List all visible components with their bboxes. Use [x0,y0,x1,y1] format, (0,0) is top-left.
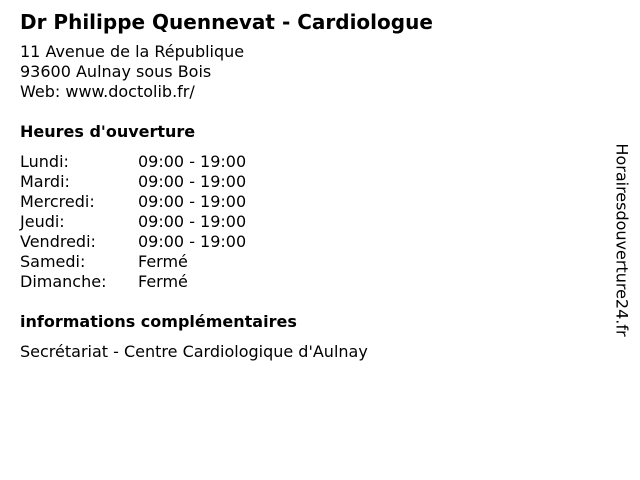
day-hours: 09:00 - 19:00 [138,152,247,171]
hours-row-wednesday [20,192,246,212]
day-label: Jeudi: [20,212,65,231]
hours-row-friday [20,232,246,252]
hours-heading: Heures d'ouverture [20,122,196,141]
page-title: Dr Philippe Quennevat - Cardiologue [20,10,433,34]
day-label: Samedi: [20,252,86,271]
day-hours: 09:00 - 19:00 [138,192,247,211]
day-label: Mercredi: [20,192,95,211]
hours-row-monday [20,152,246,172]
hours-row-thursday [20,212,246,232]
hours-row-saturday [20,252,246,272]
address-line-1: 11 Avenue de la République [20,42,245,61]
address-line-2: 93600 Aulnay sous Bois [20,62,212,81]
info-heading: informations complémentaires [20,312,297,331]
hours-table [20,152,246,292]
day-label: Mardi: [20,172,70,191]
hours-row-sunday [20,272,246,292]
day-hours: Fermé [138,272,188,291]
day-hours: Fermé [138,252,188,271]
website-line: Web: www.doctolib.fr/ [20,82,195,101]
day-label: Dimanche: [20,272,107,291]
business-card [20,8,600,362]
day-label: Lundi: [20,152,69,171]
day-label: Vendredi: [20,232,96,251]
info-text: Secrétariat - Centre Cardiologique d'Aulnay [20,342,368,361]
hours-row-tuesday [20,172,246,192]
day-hours: 09:00 - 19:00 [138,232,247,251]
day-hours: 09:00 - 19:00 [138,172,247,191]
brand-watermark: Horairesdouverture24.fr [612,143,632,337]
day-hours: 09:00 - 19:00 [138,212,247,231]
